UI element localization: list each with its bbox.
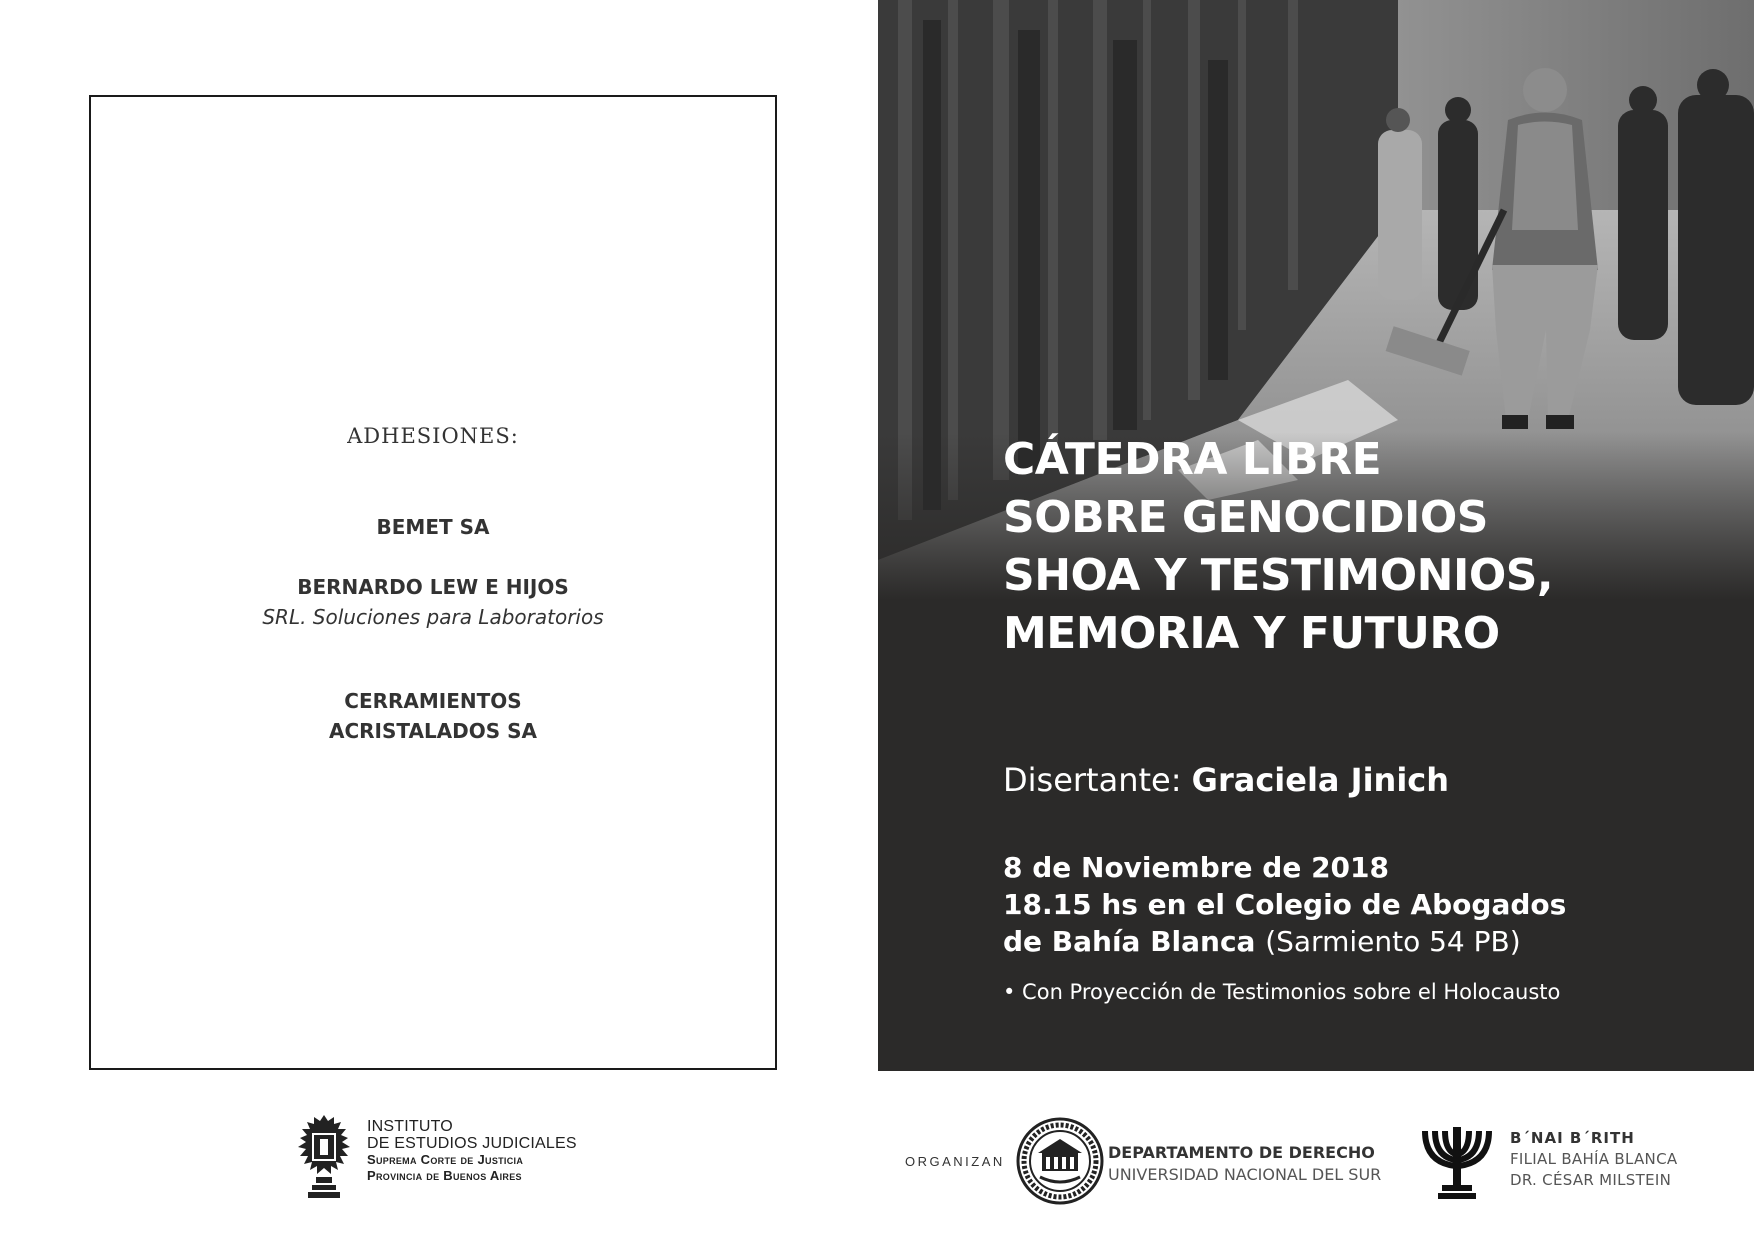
bnai-brith-name	[1510, 1128, 1677, 1191]
bnai-line-3: DR. CÉSAR MILSTEIN	[1510, 1171, 1672, 1189]
adhesion-company-2-sub: SRL. Soluciones para Laboratorios	[262, 605, 604, 629]
university-name	[1108, 1142, 1381, 1186]
bnai-line-1: B´NAI B´RITH	[1510, 1129, 1635, 1147]
title-line-3: SHOA Y TESTIMONIOS,	[1003, 550, 1554, 601]
adhesiones-panel	[89, 95, 777, 1070]
institute-line-3: Suprema Corte de Justicia	[367, 1152, 524, 1167]
menorah-icon	[1420, 1123, 1494, 1203]
institute-line-2: DE ESTUDIOS JUDICIALES	[367, 1135, 577, 1152]
speaker-label: Disertante:	[1003, 761, 1182, 799]
adhesion-company-3-line2: ACRISTALADOS SA	[328, 719, 538, 743]
university-seal-icon	[1016, 1117, 1104, 1205]
organizers-label: ORGANIZAN	[905, 1154, 1005, 1169]
title-line-1: CÁTEDRA LIBRE	[1003, 434, 1382, 485]
title-line-4: MEMORIA Y FUTURO	[1003, 608, 1500, 659]
institute-line-4: Provincia de Buenos Aires	[367, 1168, 522, 1183]
event-date: 8 de Noviembre de 2018	[1003, 851, 1389, 884]
adhesion-company-3-line1: CERRAMIENTOS	[344, 689, 522, 713]
event-poster	[878, 0, 1754, 1071]
event-details	[1003, 849, 1566, 960]
adhesion-company-2-name: BERNARDO LEW E HIJOS	[297, 575, 569, 599]
speaker-name: Graciela Jinich	[1191, 761, 1450, 799]
event-title	[1003, 431, 1553, 663]
bnai-line-2: FILIAL BAHÍA BLANCA	[1510, 1150, 1678, 1168]
adhesiones-title: ADHESIONES:	[347, 424, 519, 448]
speaker-line	[1003, 761, 1449, 799]
event-time-place: 18.15 hs en el Colegio de Abogados	[1003, 888, 1567, 921]
event-address: (Sarmiento 54 PB)	[1265, 925, 1521, 958]
uns-line-1: DEPARTAMENTO DE DERECHO	[1108, 1143, 1375, 1162]
title-line-2: SOBRE GENOCIDIOS	[1003, 492, 1488, 543]
event-note: • Con Proyección de Testimonios sobre el Holocausto	[1003, 980, 1561, 1004]
institute-seal-icon	[290, 1111, 358, 1201]
event-city-line	[1003, 923, 1566, 960]
adhesion-company-1: BEMET SA	[376, 515, 490, 539]
institute-name	[367, 1118, 577, 1184]
institute-line-1: INSTITUTO	[367, 1118, 453, 1135]
uns-line-2: UNIVERSIDAD NACIONAL DEL SUR	[1108, 1165, 1382, 1184]
event-city: de Bahía Blanca	[1003, 925, 1256, 958]
